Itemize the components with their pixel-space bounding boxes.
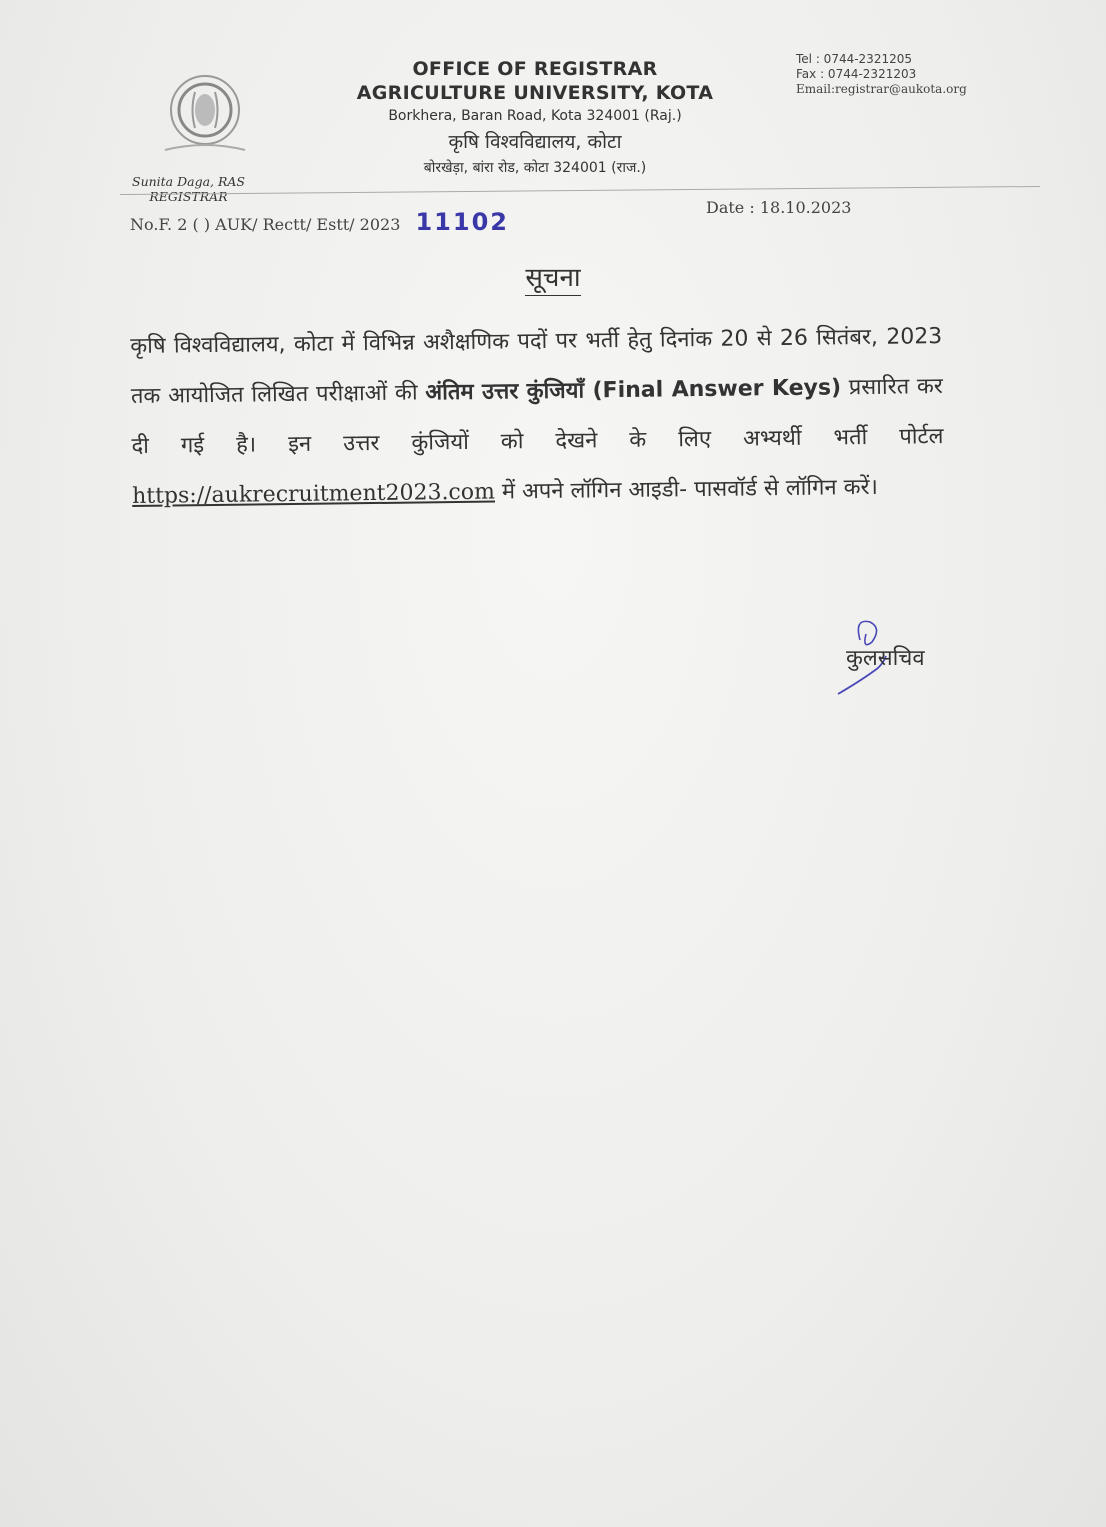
university-address-hindi: बोरखेड़ा, बांरा रोड, कोटा 324001 (राज.) [423, 160, 647, 176]
university-emblem-icon [150, 62, 260, 172]
registrar-block [132, 174, 245, 204]
university-name-hindi: कृषि विश्वविद्यालय, कोटा [448, 131, 622, 153]
notice-date: Date : 18.10.2023 [706, 198, 852, 217]
body-part2: प्रसारित कर दी गई है। इन उत्तर कुंजियों को देखने के लिए अभ्यर्थी भर्ती पोर्टल [131, 374, 944, 459]
notice-body [130, 312, 944, 522]
fax: Fax : 0744-2321203 [796, 67, 917, 81]
telephone: Tel : 0744-2321205 [796, 52, 912, 66]
registrar-name: Sunita Daga, RAS [132, 174, 245, 189]
notice-title [0, 258, 1106, 294]
signature-label: कुलसचिव [846, 646, 925, 671]
university-name: AGRICULTURE UNIVERSITY, KOTA [356, 82, 714, 104]
email: Email:registrar@aukota.org [796, 82, 967, 96]
reference-text: No.F. 2 ( ) AUK/ Rectt/ Estt/ 2023 [130, 215, 401, 234]
signature-block [832, 610, 962, 700]
contact-block [796, 52, 967, 97]
body-bold-answer-keys: अंतिम उत्तर कुंजियाँ (Final Answer Keys) [425, 375, 842, 406]
notice-title-text: सूचना [525, 263, 580, 296]
body-part3: में अपने लॉगिन आइडी- पासवॉर्ड से लॉगिन करें। [494, 474, 879, 505]
office-header [330, 58, 740, 177]
reference-number [130, 208, 509, 236]
header-divider [120, 186, 1040, 195]
portal-link[interactable]: https://aukrecruitment2023.com [131, 479, 496, 509]
reference-handwritten: 11102 [415, 208, 509, 236]
office-title: OFFICE OF REGISTRAR [412, 58, 658, 80]
body-part1: कृषि विश्वविद्यालय, कोटा में विभिन्न अशैक्षणिक पदों पर भर्ती हेतु दिनांक 20 से 26 सितंबर, 2023 तक आयोजित लिखित परीक्षाओं की [130, 324, 943, 409]
university-address: Borkhera, Baran Road, Kota 324001 (Raj.) [388, 108, 682, 124]
registrar-designation: REGISTRAR [149, 189, 228, 204]
